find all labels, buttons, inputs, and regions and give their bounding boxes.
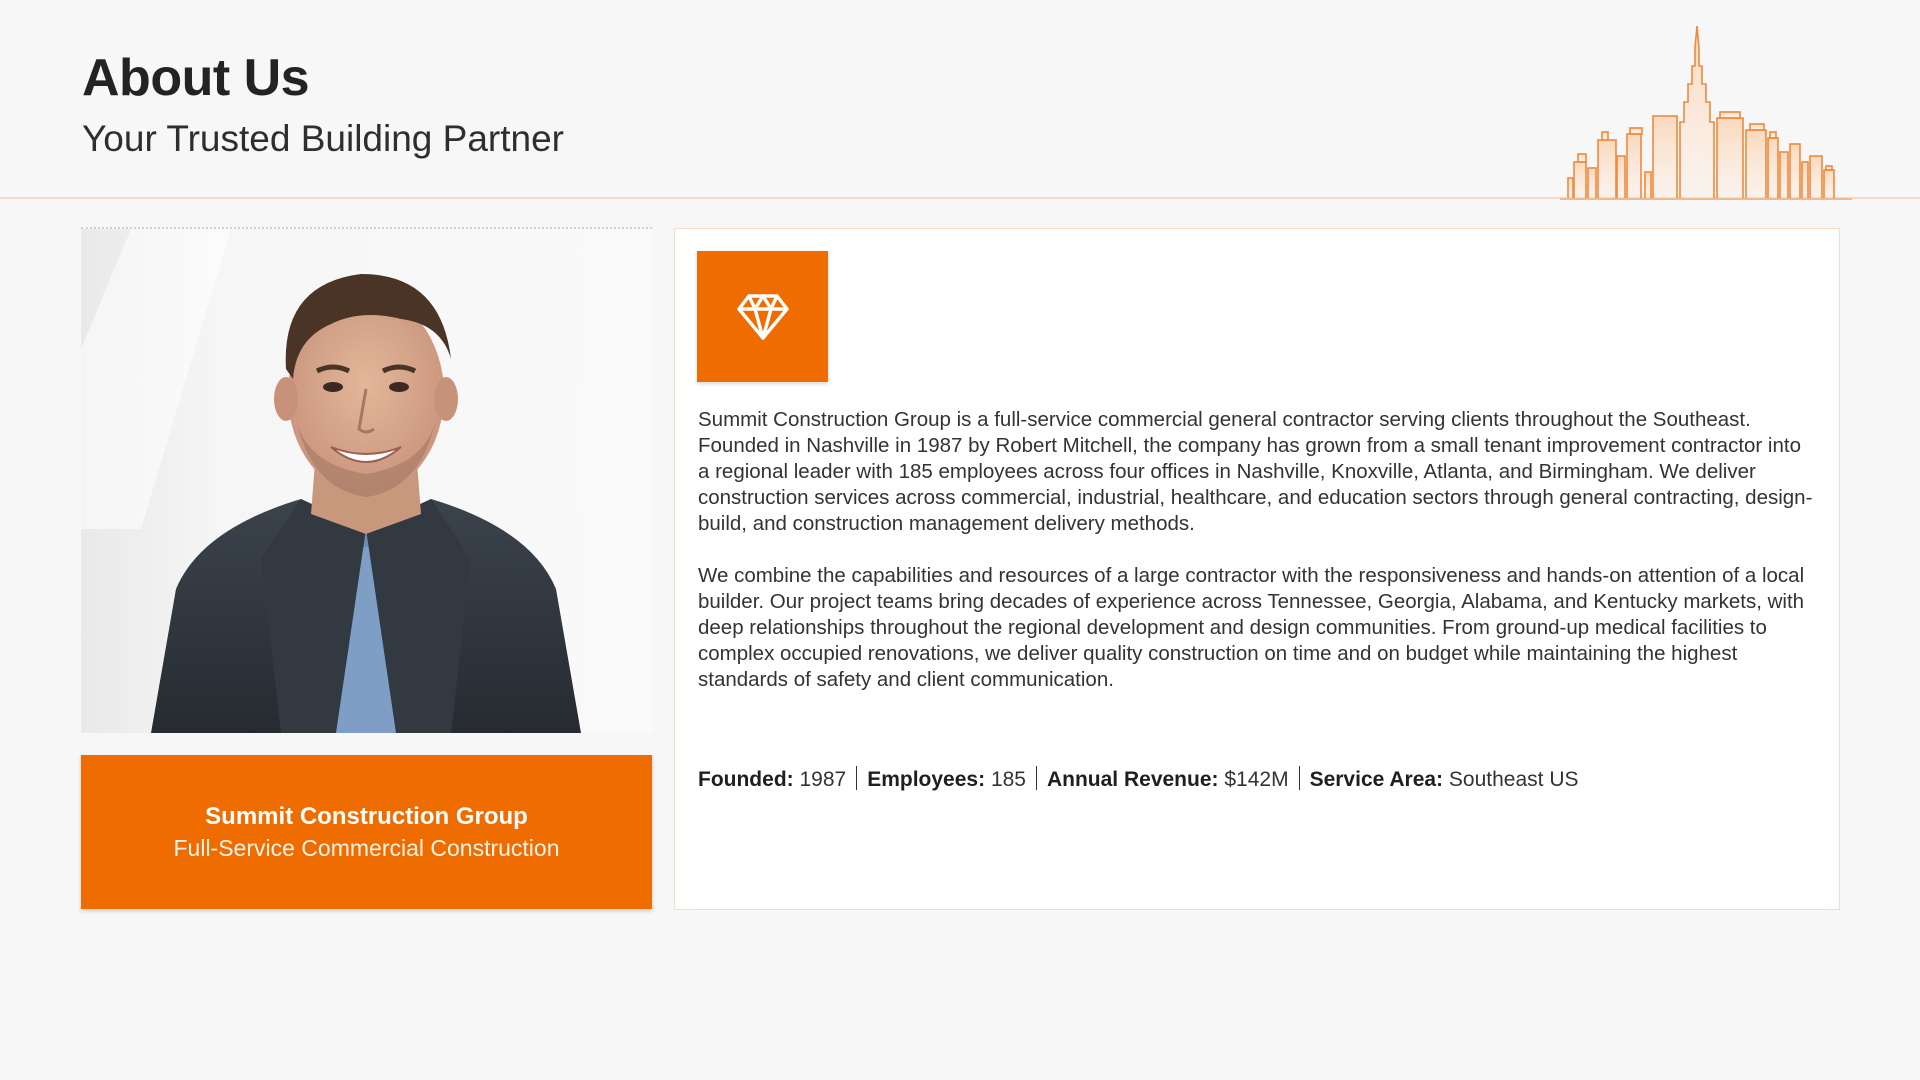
page-subtitle: Your Trusted Building Partner xyxy=(82,118,564,159)
fact-divider xyxy=(856,766,857,790)
fact-employees xyxy=(867,768,1026,791)
portrait-photo xyxy=(81,227,652,733)
fact-value: $142M xyxy=(1224,768,1289,791)
about-paragraph-1: Summit Construction Group is a full-service commercial general contractor serving clients throughout the Southeast. Founded in Nashville in 1987 by Robert Mitchell, the company has grown from a small tenant improvement contractor into a regional leader with 185 employees across four offices in Nashville, Knoxville, Atlanta, and Birmingham. We deliver construction services across commercial, industrial, healthcare, and education sectors through general contracting, design-build, and construction management delivery methods. xyxy=(698,408,1813,535)
about-body-text xyxy=(698,407,1818,719)
city-skyline-icon xyxy=(1560,26,1852,200)
fact-divider xyxy=(1036,766,1037,790)
fact-label: Employees: xyxy=(867,768,986,791)
about-content-card xyxy=(674,228,1840,910)
fact-label: Service Area: xyxy=(1309,768,1444,791)
page-title: About Us xyxy=(82,49,310,107)
fact-service-area xyxy=(1310,768,1579,791)
fact-founded xyxy=(698,768,846,791)
icon-box xyxy=(697,251,828,382)
fact-value: 185 xyxy=(990,768,1026,791)
fact-label: Founded: xyxy=(698,768,794,791)
fact-value: 1987 xyxy=(799,768,847,791)
page-header xyxy=(0,0,1920,199)
fact-revenue xyxy=(1047,768,1289,791)
diamond-icon xyxy=(737,293,789,341)
fact-divider xyxy=(1299,766,1300,790)
fact-value: Southeast US xyxy=(1448,768,1579,791)
fact-label: Annual Revenue: xyxy=(1046,768,1219,791)
company-name-card xyxy=(81,755,652,909)
company-name: Summit Construction Group xyxy=(205,803,528,830)
company-tagline: Full-Service Commercial Construction xyxy=(173,835,560,861)
company-facts xyxy=(698,766,1818,794)
about-paragraph-2: We combine the capabilities and resources of a large contractor with the responsiveness and hands-on attention of a local builder. Our project teams bring decades of experience across Tennessee, Georgia, Alabama, and Kentucky markets, with deep relationships throughout the regional development and design communities. From ground-up medical facilities to complex occupied renovations, we deliver quality construction on time and on budget while maintaining the highest standards of safety and client communication. xyxy=(698,564,1805,691)
portrait-photo-icon xyxy=(81,229,652,733)
